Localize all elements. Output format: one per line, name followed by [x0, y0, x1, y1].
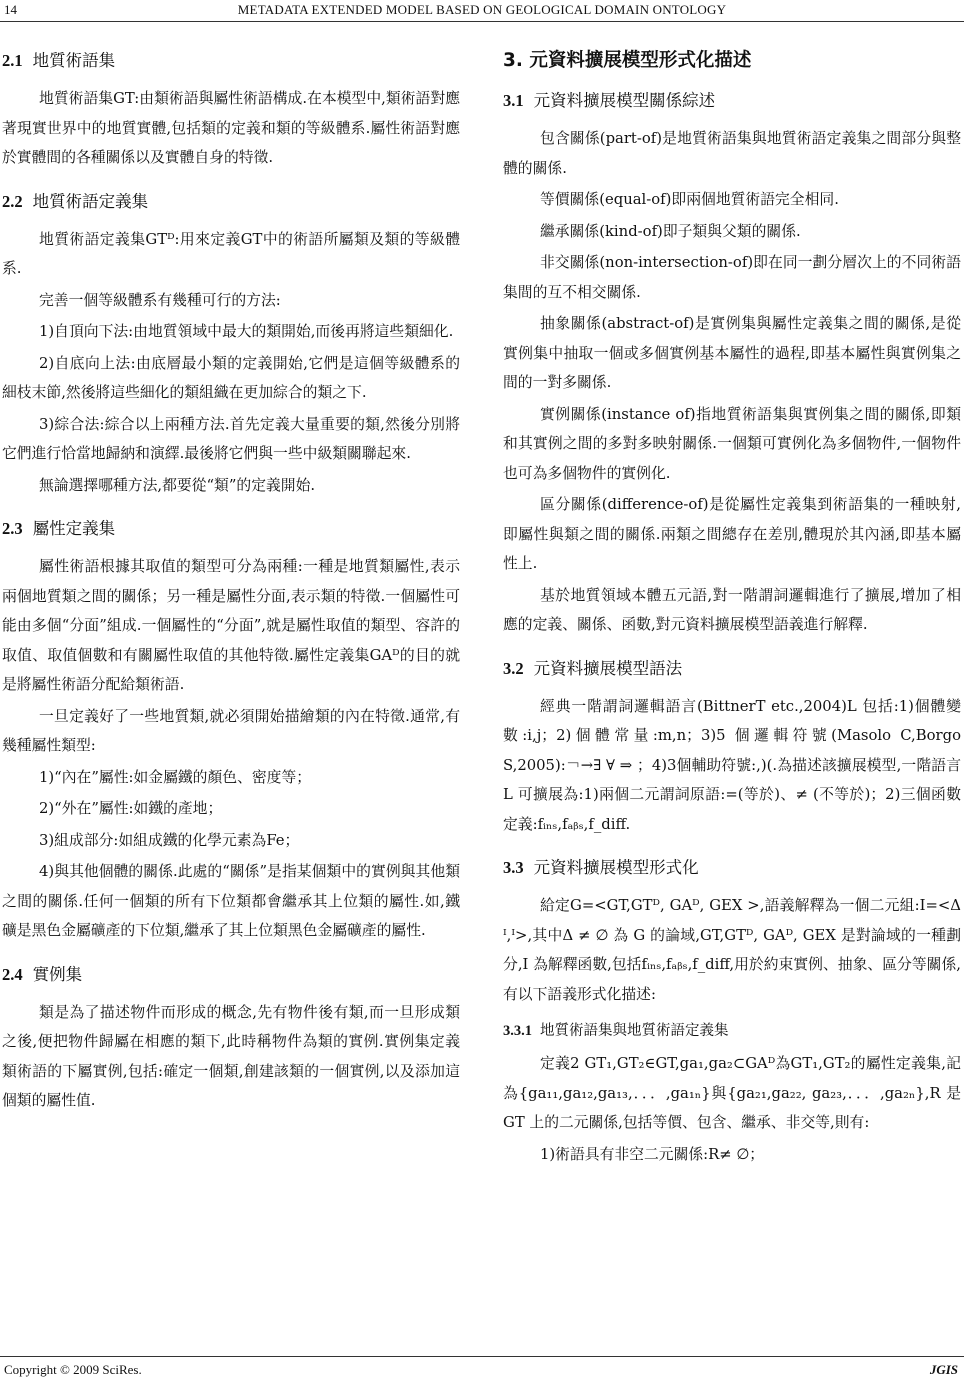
paragraph: 基於地質領域本體五元語,對一階謂詞邏輯進行了擴展,增加了相應的定義、關係、函數,對元資料擴展模型語義進行解釋.	[503, 586, 961, 633]
section-title: 實例集	[32, 964, 83, 984]
section-number: 2.4	[2, 964, 23, 984]
section-2-1-heading	[2, 48, 460, 74]
paragraph: 經典一階謂詞邏輯語言(BittnerT etc.,2004)L 包括:1)個體變數:i,j；2)個體常量:m,n；3)5 個邏輯符號(Masolo C,Borgo S,2005):￢→∃ ∀ ⇒ ；4)3個輔助符號:,)(.為描述該擴展模型,一階語言 L 可擴展為:1)兩個二元謂詞原語:=(等於)、≠ (不等於)；2)三個函數定義:fᵢₙₛ,fₐᵦₛ,f_diff.	[503, 697, 961, 833]
paragraph: 繼承關係(kind-of)即子類與父類的關係.	[540, 222, 801, 240]
paragraph: 定義2 GT₁,GT₂∈GT,ga₁,ga₂⊂GAᴰ為GT₁,GT₂的屬性定義集,記為{ga₁₁,ga₁₂,ga₁₃,．．．,ga₁ₙ}與{ga₂₁,ga₂₂, ga₂₃,．．．,ga₂ₙ},R 是 GT 上的二元關係,包括等價、包含、繼承、非交等,則有:	[503, 1055, 961, 1131]
paragraph: 實例關係(instance of)指地質術語集與實例集之間的關係,即類和其實例之間的多對多映射關係.一個類可實例化為多個物件,一個物件也可為多個物件的實例化.	[503, 405, 961, 482]
left-column	[2, 48, 460, 1118]
right-column	[503, 48, 961, 1171]
paragraph: 給定G=<GT,GTᴰ, GAᴰ, GEX >,語義解釋為一個二元組:I=<Δ ᴵ,ᴵ>,其中Δ ≠ ∅ 為 G 的論域,GT,GTᴰ, GAᴰ, GEX 是對論域的一種劃分,I 為解釋函數,包括fᵢₙₛ,fₐᵦₛ,f_diff,用於約束實例、抽象、區分等關係,有以下語義形式化描述:	[503, 897, 961, 1003]
paragraph: 抽象關係(abstract-of)是實例集與屬性定義集之間的關係,是從實例集中抽取一個或多個實例基本屬性的過程,即基本屬性與實例集之間的一對多關係.	[503, 315, 961, 391]
section-number: 3.2	[503, 658, 524, 678]
paragraph: 1)自頂向下法:由地質領域中最大的類開始,而後再將這些類細化.	[39, 323, 454, 340]
section-number: 3.3.1	[503, 1023, 532, 1039]
paragraph: 地質術語集GT:由類術語與屬性術語構成.在本模型中,類術語對應著現實世界中的地質實體,包括類的定義和類的等級體系.屬性術語對應於實體間的各種關係以及實體自身的特徵.	[2, 90, 460, 166]
section-number: 2.2	[2, 191, 23, 211]
section-3-3-heading	[503, 855, 961, 881]
section-title: 元資料擴展模型形式化	[533, 858, 699, 877]
section-title: 元資料擴展模型關係綜述	[533, 91, 716, 110]
page-footer	[0, 1362, 964, 1382]
section-number: 3.1	[503, 91, 524, 110]
section-title: 地質術語集	[32, 51, 116, 70]
paragraph: 完善一個等級體系有幾種可行的方法:	[39, 291, 281, 309]
paragraph: 一旦定義好了一些地質類,就必須開始描繪類的內在特徵.通常,有幾種屬性類型:	[2, 707, 460, 754]
paragraph: 3)組成部分:如組成鐵的化學元素為Fe；	[39, 831, 300, 849]
paragraph: 4)與其他個體的關係.此處的“關係”是指某個類中的實例與其他類之間的關係.任何一個類的所有下位類都會繼承其上位類的屬性.如,鐵礦是黑色金屬礦產的下位類,繼承了其上位類黑色金屬礦產的屬性.	[2, 863, 460, 939]
footer-rule	[0, 1356, 964, 1357]
section-number: 3.3	[503, 858, 524, 877]
paragraph: 類是為了描述物件而形成的概念,先有物件後有類,而一旦形成類之後,便把物件歸屬在相應的類下,此時稱物件為類的實例.實例集定義類術語的下屬實例,包括:確定一個類,創建該類的一個實例,以及添加這個類的屬性值.	[2, 1003, 460, 1109]
running-title: METADATA EXTENDED MODEL BASED ON GEOLOGICAL DOMAIN ONTOLOGY	[237, 2, 727, 17]
section-title: 元資料擴展模型語法	[533, 658, 683, 678]
journal-abbreviation: JGIS	[929, 1362, 958, 1377]
section-title: 屬性定義集	[32, 519, 116, 538]
paragraph: 3)綜合法:綜合以上兩種方法.首先定義大量重要的類,然後分別將它們進行恰當地歸納和演繹.最後將它們與一些中級類關聯起來.	[2, 415, 460, 462]
section-title: 地質術語定義集	[32, 191, 149, 211]
section-3-heading: 3. 元資料擴展模型形式化描述	[503, 50, 752, 71]
section-3-1-heading	[503, 88, 961, 114]
section-3-3-1-heading	[503, 1019, 961, 1043]
section-2-3-heading	[2, 516, 460, 542]
paragraph: 無論選擇哪種方法,都要從“類”的定義開始.	[39, 476, 316, 494]
paragraph: 包含關係(part-of)是地質術語集與地質術語定義集之間部分與整體的關係.	[503, 130, 961, 177]
section-title: 地質術語集與地質術語定義集	[540, 1023, 729, 1039]
section-number: 2.3	[2, 519, 23, 538]
paragraph: 區分關係(difference-of)是從屬性定義集到術語集的一種映射,即屬性與類之間的關係.兩類之間總存在差別,體現於其內涵,即基本屬性上.	[503, 496, 961, 572]
paragraph: 1)“內在”屬性:如金屬鐵的顏色、密度等；	[39, 768, 312, 786]
paragraph: 非交關係(non-intersection-of)即在同一劃分層次上的不同術語集間的互不相交關係.	[503, 254, 961, 301]
section-2-2-heading	[2, 189, 460, 215]
paragraph: 1)術語具有非空二元關係:R≠ ∅；	[540, 1145, 765, 1163]
copyright-notice: Copyright © 2009 SciRes.	[4, 1362, 142, 1377]
paragraph: 屬性術語根據其取值的類型可分為兩種:一種是地質類屬性,表示兩個地質類之間的關係；另一種是屬性分面,表示類的特徵.一個屬性可能由多個“分面”組成.一個屬性的“分面”,就是屬性取值的類型、容許的取值、取值個數和有關屬性取值的其他特徵.屬性定義集GAᴰ的目的就是將屬性術語分配給類術語.	[2, 558, 460, 693]
paragraph: 地質術語定義集GTᴰ:用來定義GT中的術語所屬類及類的等級體系.	[2, 230, 460, 277]
paragraph: 等價關係(equal-of)即兩個地質術語完全相同.	[540, 191, 839, 208]
page-number: 14	[4, 2, 17, 17]
section-3-2-heading	[503, 656, 961, 682]
page-header	[0, 2, 964, 20]
header-rule	[0, 21, 964, 22]
section-number: 2.1	[2, 51, 23, 70]
section-2-4-heading	[2, 962, 460, 988]
paragraph: 2)“外在”屬性:如鐵的產地；	[39, 800, 223, 817]
paragraph: 2)自底向上法:由底層最小類的定義開始,它們是這個等級體系的細枝末節,然後將這些細化的類組織在更加綜合的類之下.	[2, 354, 460, 401]
